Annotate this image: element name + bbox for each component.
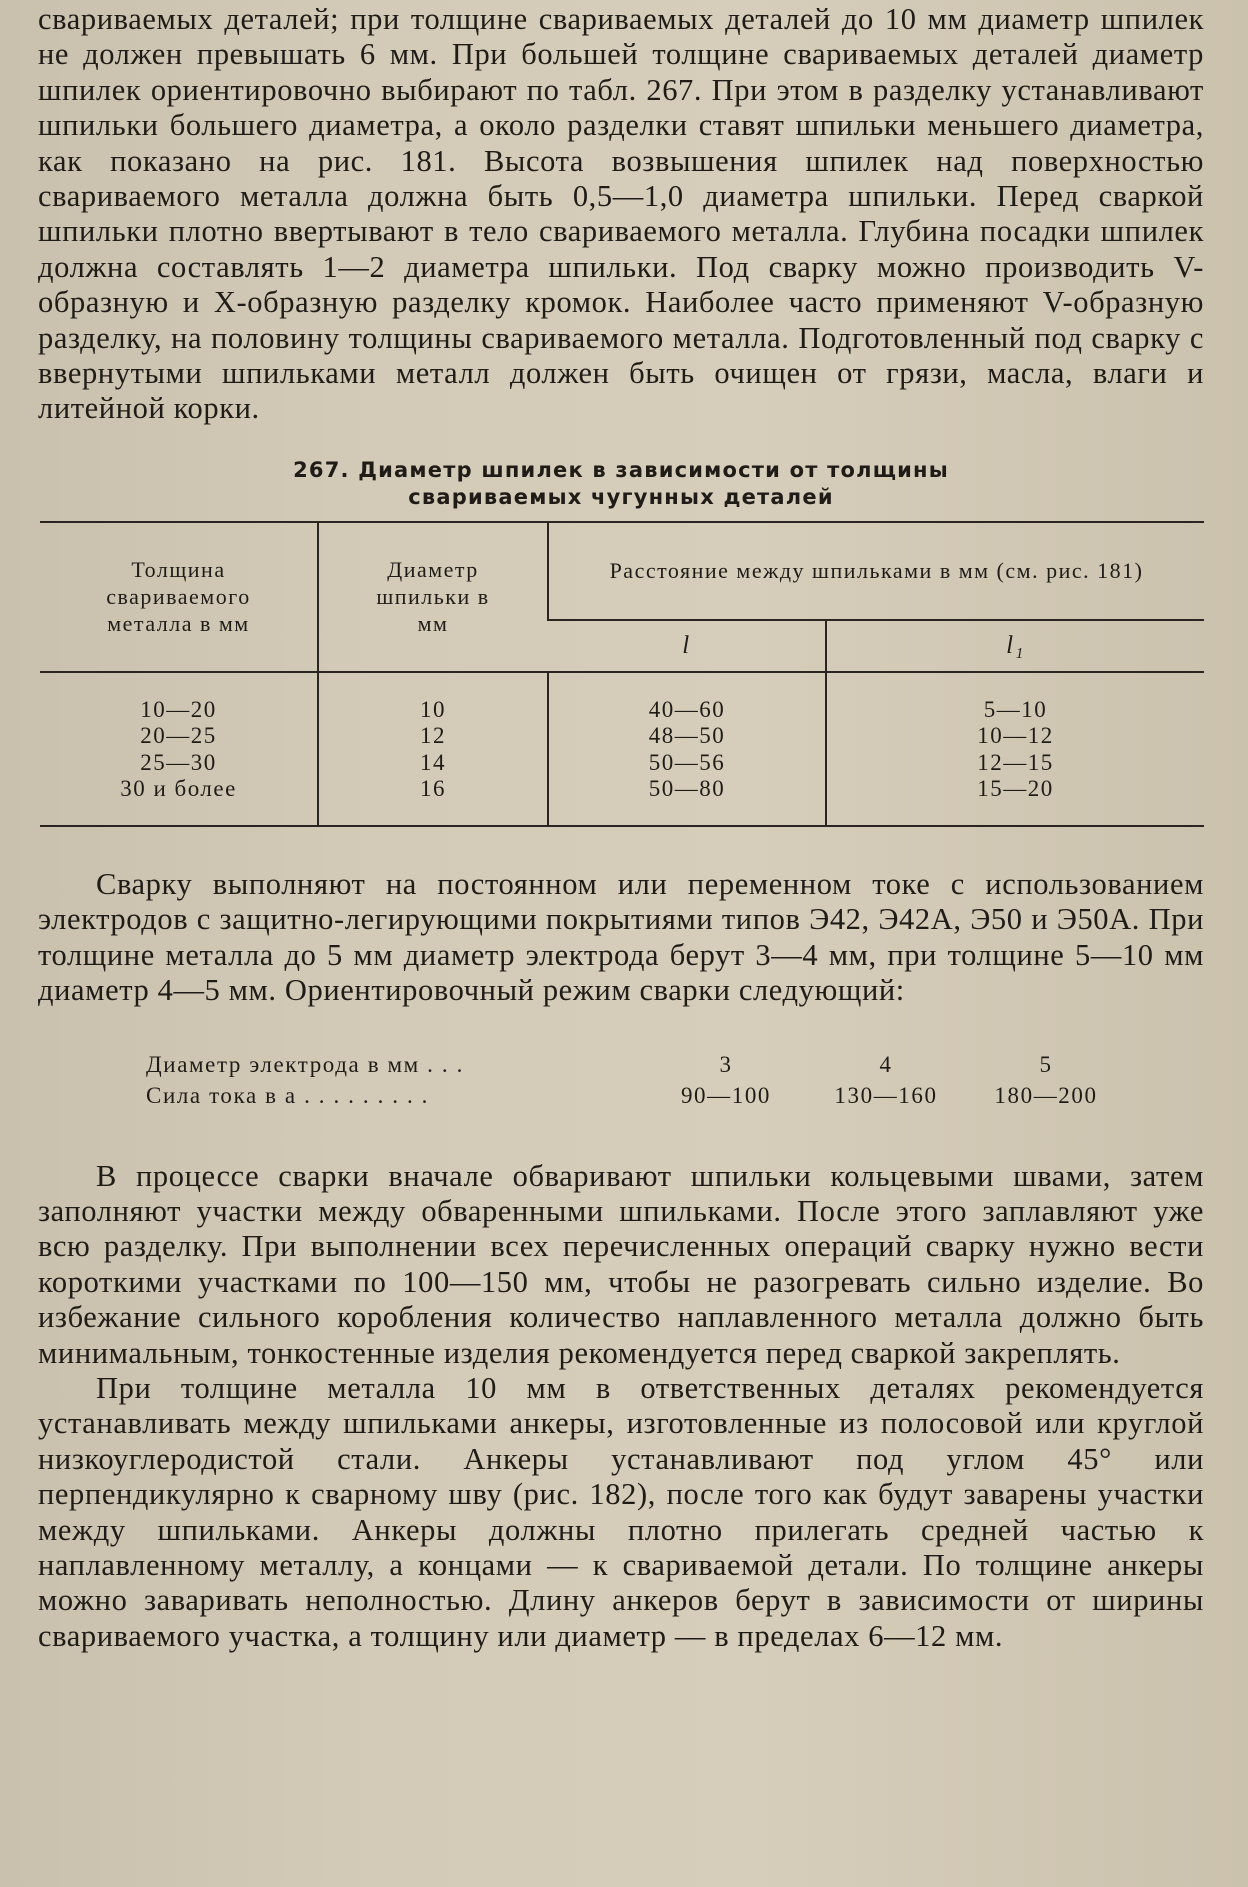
cell-thickness: 25—30 bbox=[140, 749, 217, 775]
cell-l1: 10—12 bbox=[977, 723, 1054, 749]
cell-l1: 12—15 bbox=[977, 749, 1054, 775]
cell-l: 50—56 bbox=[648, 749, 726, 775]
header-distance-group: Расстояние между шпильками в мм (см. рис. 181) bbox=[548, 522, 1204, 620]
current-value: 130—160 bbox=[834, 1082, 938, 1108]
electrode-diameter-value: 5 bbox=[1039, 1051, 1053, 1077]
cell-l1: 5—10 bbox=[983, 696, 1048, 722]
cell-stud-diameter: 14 bbox=[420, 749, 446, 775]
header-l: l bbox=[548, 620, 826, 672]
electrode-diameter-row bbox=[146, 1049, 1204, 1080]
cell-stud-diameter: 16 bbox=[420, 776, 446, 802]
electrode-diameter-value: 4 bbox=[879, 1051, 893, 1077]
column-stud-diameter bbox=[318, 672, 548, 826]
cell-l1: 15—20 bbox=[977, 776, 1054, 802]
table-caption-line-2: свариваемых чугунных деталей bbox=[408, 484, 834, 509]
column-thickness bbox=[40, 672, 318, 826]
table-caption-line-1: 267. Диаметр шпилек в зависимости от толщины bbox=[293, 457, 949, 482]
column-l1 bbox=[826, 672, 1204, 826]
current-value: 90—100 bbox=[680, 1082, 772, 1108]
cell-thickness: 20—25 bbox=[140, 723, 217, 749]
cell-thickness: 10—20 bbox=[140, 696, 217, 722]
paragraph-anchors: При толщине металла 10 мм в ответственных деталях рекомендуется устанавливать между шпильками анкеры, изготовленные из полосовой или круглой низкоуглеродистой стали. Анкеры устанавливают под углом 45° или перпендикулярно к сварному шву (рис. 182), после того как будут заварены участки между шпильками. Анкеры должны плотно прилегать средней частью к наплавленному металлу, а концами — к свариваемой детали. По толщине анкеры можно заваривать неполностью. Длину анкеров берут в зависимости от ширины свариваемого участка, а толщину или диаметр — в пределах 6—12 мм. bbox=[38, 1370, 1204, 1653]
current-label: Сила тока в а . . . . . . . . . bbox=[146, 1082, 430, 1108]
table-caption bbox=[38, 457, 1204, 511]
welding-mode-list bbox=[146, 1049, 1204, 1111]
cell-l: 48—50 bbox=[648, 723, 726, 749]
paragraph-electrodes: Сварку выполняют на постоянном или переменном токе с использованием электродов с защитно-легирующими покрытиями типов Э42, Э42А, Э50 и Э50А. При толщине металла до 5 мм диаметр электрода берут 3—4 мм, при толщине 5—10 мм диаметр 4—5 мм. Ориентировочный режим сварки следующий: bbox=[38, 866, 1204, 1008]
header-thickness: Толщина свариваемого металла в мм bbox=[106, 557, 251, 637]
electrode-diameter-value: 3 bbox=[719, 1051, 733, 1077]
current-row bbox=[146, 1080, 1204, 1111]
table-row bbox=[40, 672, 1204, 826]
cell-stud-diameter: 12 bbox=[420, 723, 446, 749]
paragraph-welding-process: В процессе сварки вначале обваривают шпильки кольцевыми швами, затем заполняют участки между обваренными шпильками. После этого заплавляют уже всю разделку. При выполнении всех перечисленных операций сварку нужно вести короткими участками по 100—150 мм, чтобы не разогревать сильно изделие. Во избежание сильного коробления количество наплавленного металла должно быть минимальным, тонкостенные изделия рекомендуется перед сваркой закреплять. bbox=[38, 1158, 1204, 1370]
cell-thickness: 30 и более bbox=[120, 776, 237, 802]
cell-l: 50—80 bbox=[648, 776, 726, 802]
paragraph-stud-preparation: свариваемых деталей; при толщине свариваемых деталей до 10 мм диаметр шпилек не должен превышать 6 мм. При большей толщине свариваемых деталей диаметр шпилек ориентировочно выбирают по табл. 267. При этом в разделку устанавливают шпильки большего диаметра, а около разделки ставят шпильки меньшего диаметра, как показано на рис. 181. Высота возвышения шпилек над поверхностью свариваемого металла должна быть 0,5—1,0 диаметра шпильки. Перед сваркой шпильки плотно ввертывают в тело свариваемого металла. Глубина посадки шпилек должна составлять 1—2 диаметра шпильки. Под сварку можно производить V-образную и X-образную разделку кромок. Наиболее часто применяют V-образную разделку, на половину толщины свариваемого металла. Подготовленный под сварку с ввернутыми шпильками металл должен быть очищен от грязи, масла, влаги и литейной корки. bbox=[38, 2, 1204, 426]
electrode-diameter-label: Диаметр электрода в мм . . . bbox=[146, 1051, 464, 1077]
current-value: 180—200 bbox=[994, 1082, 1098, 1108]
header-l1: l₁ bbox=[826, 620, 1204, 672]
cell-l: 40—60 bbox=[648, 696, 726, 722]
header-stud-diameter: Диаметр шпильки в мм bbox=[318, 522, 548, 672]
column-l bbox=[548, 672, 826, 826]
cell-stud-diameter: 10 bbox=[420, 696, 446, 722]
stud-diameter-table bbox=[40, 521, 1204, 827]
